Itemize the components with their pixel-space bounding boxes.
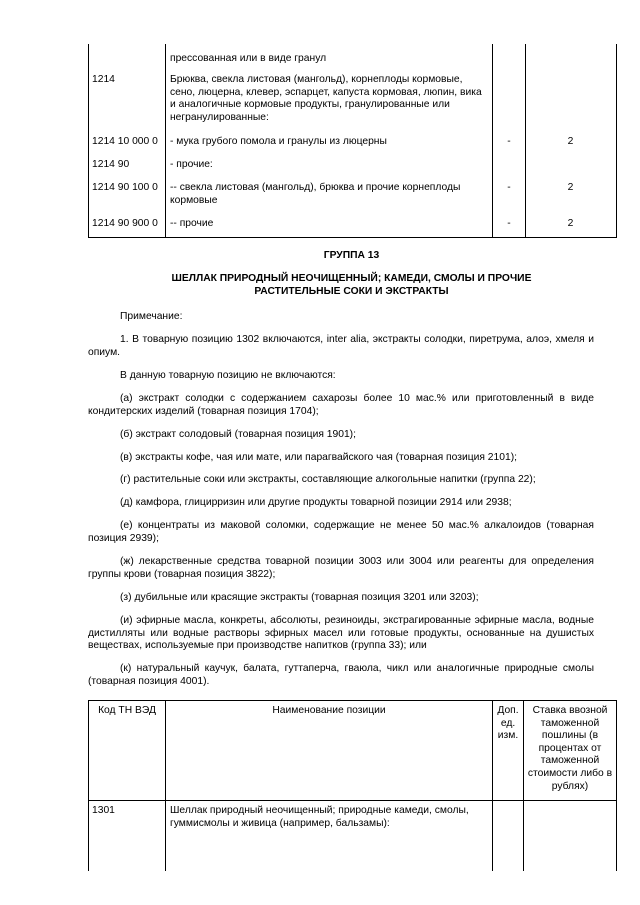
exclusion-item: (з) дубильные или красящие экстракты (товарная позиция 3201 или 3203); bbox=[120, 592, 479, 603]
exclusion-item: (в) экстракты кофе, чая или мате, или парагвайского чая (товарная позиция 2101); bbox=[120, 452, 517, 463]
table-cell-code: 1214 90 900 0 bbox=[92, 218, 158, 229]
exclusion-item: (г) растительные соки или экстракты, составляющие алкогольные напитки (группа 22); bbox=[120, 474, 536, 485]
table-cell-name: Шеллак природный неочищенный; природные камеди, смолы, гуммисмолы и живица (например, бальзамы): bbox=[170, 805, 469, 829]
exclusion-item: (к) натуральный каучук, балата, гуттаперча, гваюла, чикл или аналогичные природные смолы (товарная позиция 4001). bbox=[88, 663, 594, 687]
table-cell-code: 1214 10 000 0 bbox=[92, 136, 158, 147]
group-number: ГРУППА 13 bbox=[323, 250, 380, 261]
group-title-line-2: РАСТИТЕЛЬНЫЕ СОКИ И ЭКСТРАКТЫ bbox=[254, 286, 449, 297]
table-cell-code: 1301 bbox=[92, 805, 115, 816]
header-code: Код ТН ВЭД bbox=[98, 705, 156, 716]
table-cell-unit: - bbox=[507, 136, 511, 147]
header-rate: Ставка ввозной таможенной пошлины (в процентах от таможенной стоимости либо в рублях) bbox=[527, 705, 613, 792]
table-cell-name: -- свекла листовая (мангольд), брюква и прочие корнеплоды кормовые bbox=[170, 182, 461, 206]
table-cell-name: -- прочие bbox=[170, 218, 214, 229]
exclusion-item: (д) камфора, глицирризин или другие продукты товарной позиции 2914 или 2938; bbox=[120, 497, 512, 508]
table-cell-code: 1214 bbox=[92, 74, 115, 85]
column-divider bbox=[165, 701, 166, 871]
header-name: Наименование позиции bbox=[272, 705, 386, 716]
table-cell-rate: 2 bbox=[567, 218, 574, 229]
table-cell-name: - прочие: bbox=[170, 159, 213, 170]
exclusions-intro: В данную товарную позицию не включаются: bbox=[120, 370, 336, 381]
note-item-1: 1. В товарную позицию 1302 включаются, inter alia, экстракты солодки, пиретрума, алоэ, хмеля и опиум. bbox=[88, 334, 594, 358]
table-cell-rate: 2 bbox=[567, 182, 574, 193]
table-cell-name: - мука грубого помола и гранулы из люцерны bbox=[170, 136, 387, 147]
table-cell-name: прессованная или в виде гранул bbox=[170, 53, 327, 64]
tariff-table bbox=[88, 700, 617, 871]
table-cell-code: 1214 90 bbox=[92, 159, 130, 170]
exclusion-item: (а) экстракт солодки с содержанием сахарозы более 10 мас.% или приготовленный в виде кондитерских изделий (товарная позиция 1704); bbox=[88, 393, 594, 417]
table-cell-unit: - bbox=[507, 182, 511, 193]
table-cell-name: Брюква, свекла листовая (мангольд), корнеплоды кормовые, сено, люцерна, клевер, эспарцет, капуста кормовая, люпин, вика и аналогичные кормовые продукты, гранулированные или негранулированные: bbox=[170, 74, 482, 123]
header-unit: Доп. ед. изм. bbox=[497, 705, 519, 742]
exclusion-item: (б) экстракт солодовый (товарная позиция 1901); bbox=[120, 429, 356, 440]
table-cell-code: 1214 90 100 0 bbox=[92, 182, 158, 193]
group-title-line-1: ШЕЛЛАК ПРИРОДНЫЙ НЕОЧИЩЕННЫЙ; КАМЕДИ, СМОЛЫ И ПРОЧИЕ bbox=[171, 273, 532, 284]
header-divider bbox=[89, 800, 616, 801]
exclusion-item: (и) эфирные масла, конкреты, абсолюты, резиноиды, экстрагированные эфирные масла, водные дистилляты или водные растворы эфирных масел или готовые продукты, основанные на душистых веществах, используемые при производстве напитков (группа 33); или bbox=[88, 615, 594, 652]
exclusion-item: (е) концентраты из маковой соломки, содержащие не менее 50 мас.% алкалоидов (товарная позиция 2939); bbox=[88, 520, 594, 544]
tariff-table-continued bbox=[88, 44, 617, 238]
note-heading: Примечание: bbox=[120, 311, 183, 322]
column-divider bbox=[523, 701, 524, 871]
exclusion-item: (ж) лекарственные средства товарной позиции 3003 или 3004 или реагенты для определения группы крови (товарная позиция 3822); bbox=[88, 556, 594, 580]
table-cell-rate: 2 bbox=[567, 136, 574, 147]
table-cell-unit: - bbox=[507, 218, 511, 229]
